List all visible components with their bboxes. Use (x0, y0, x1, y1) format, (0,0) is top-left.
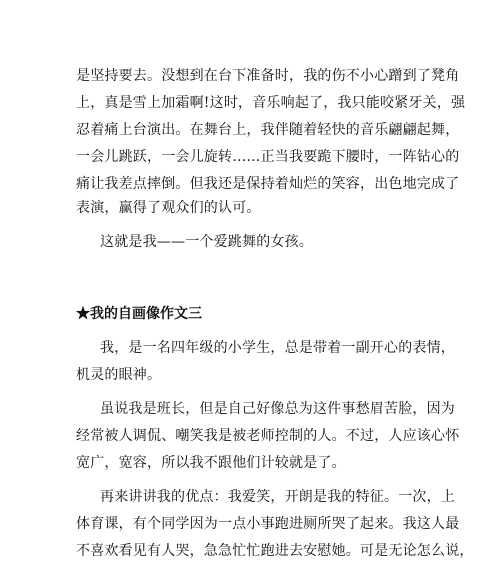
text-line: 再来讲讲我的优点：我爱笑，开朗是我的特征。一次，上 (100, 489, 455, 505)
text-line: 宽广，宽容，所以我不跟他们计较就是了。 (76, 455, 346, 471)
text-line: 一会儿跳跃，一会儿旋转……正当我要跪下腰时，一阵钻心的 (76, 149, 460, 165)
text-line: 忍着痛上台演出。在舞台上，我伴随着轻快的音乐翩翩起舞， (76, 122, 460, 138)
text-line: 机灵的眼神。 (76, 367, 162, 383)
text-line: 这就是我——一个爱跳舞的女孩。 (100, 234, 313, 250)
text-line: 是坚持要去。没想到在台下准备时，我的伤不小心蹭到了凳角 (76, 68, 460, 84)
text-line: 虽说我是班长，但是自己好像总为这件事愁眉苦脸，因为 (100, 401, 455, 417)
section-heading: ★我的自画像作文三 (76, 306, 202, 322)
text-line: 不喜欢看见有人哭，急急忙忙跑进去安慰她。可是无论怎么说， (76, 543, 474, 559)
text-line: 上，真是雪上加霜啊!这时，音乐响起了，我只能咬紧牙关，强 (76, 95, 466, 111)
text-line: 经常被人调侃、嘲笑我是被老师控制的人。不过，人应该心怀 (76, 428, 460, 444)
text-line: 我，是一名四年级的小学生，总是带着一副开心的表情， (100, 340, 455, 356)
text-line: 痛让我差点摔倒。但我还是保持着灿烂的笑容，出色地完成了 (76, 176, 460, 192)
text-line: 表演，赢得了观众们的认可。 (76, 200, 261, 216)
text-line: 体育课，有个同学因为一点小事跑进厕所哭了起来。我这人最 (76, 516, 460, 532)
